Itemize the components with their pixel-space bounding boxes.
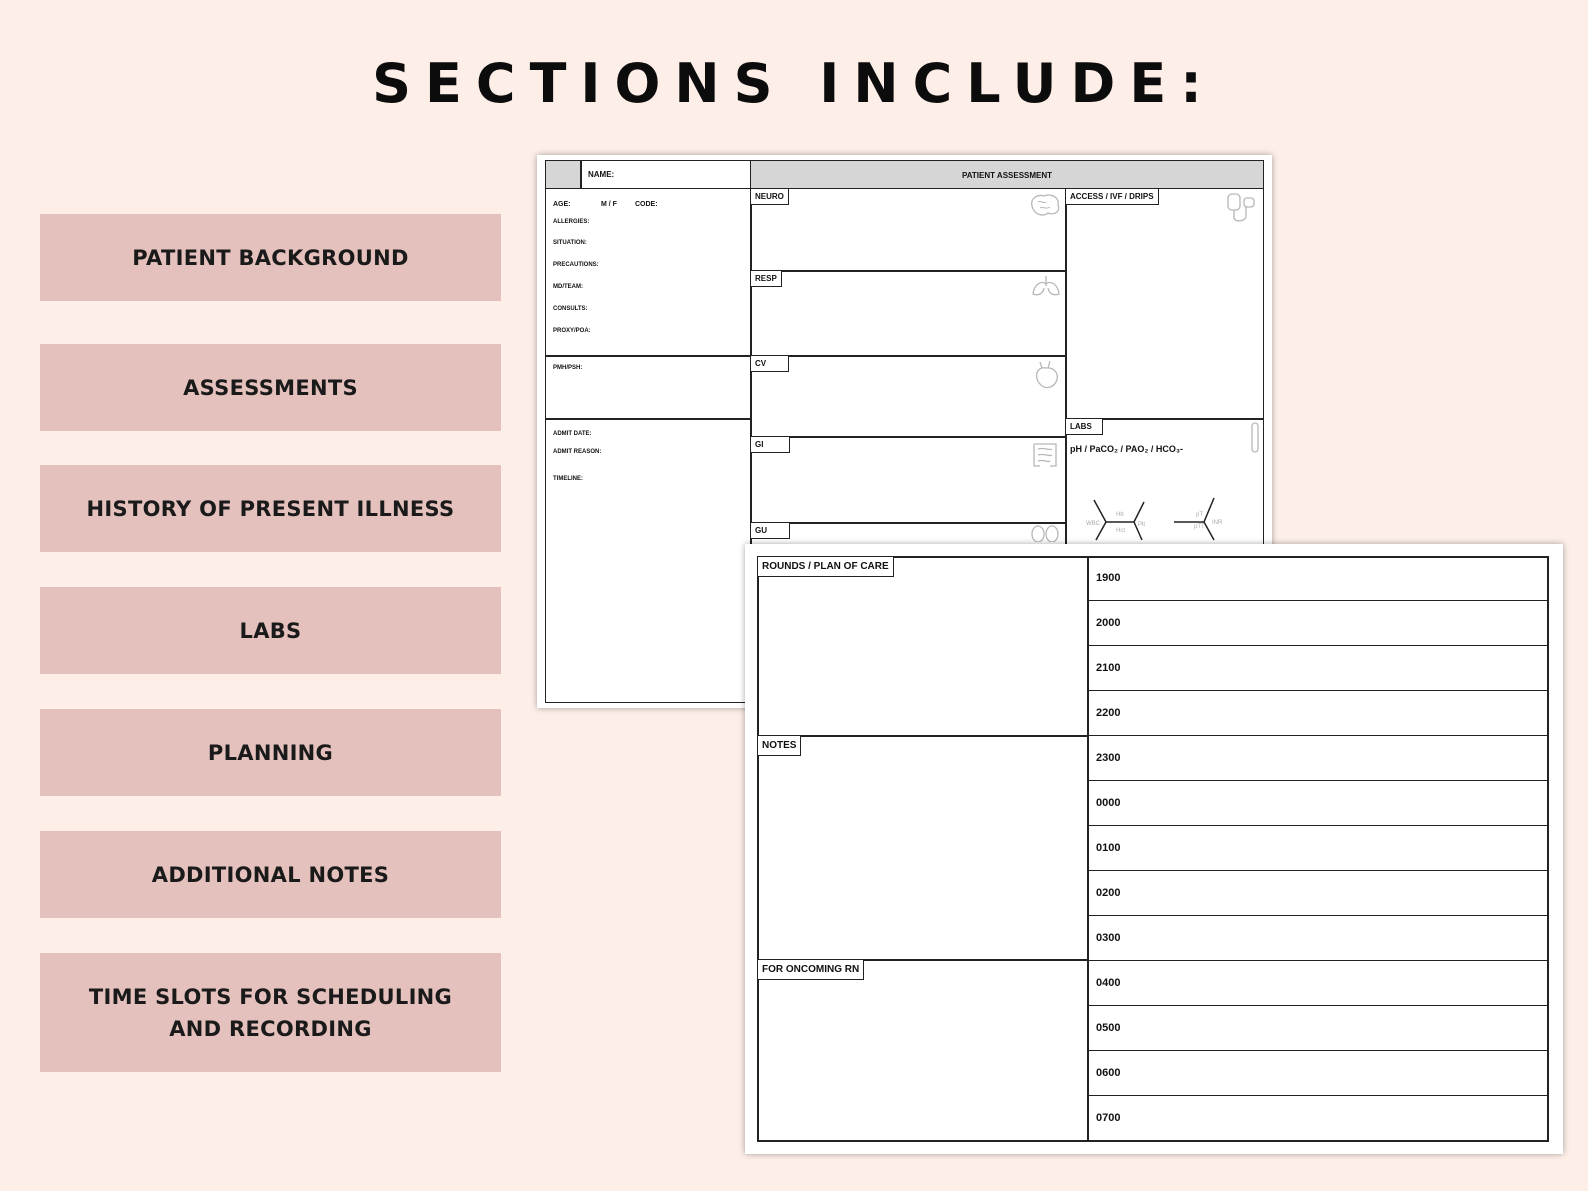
time-slot-row <box>1087 556 1549 601</box>
lungs-icon <box>1030 274 1062 298</box>
pmh-psh-label: PMH/PSH: <box>553 365 583 371</box>
section-label: LABS <box>239 618 302 643</box>
heart-icon <box>1032 358 1060 392</box>
time-label: 0200 <box>1096 887 1121 899</box>
time-slot-row <box>1087 736 1549 781</box>
section-assessments <box>40 344 501 431</box>
neuro-tag: NEURO <box>750 188 789 205</box>
time-slot-row <box>1087 826 1549 871</box>
time-label: 0400 <box>1096 977 1121 989</box>
intestines-icon <box>1030 440 1060 472</box>
divider <box>750 355 1066 357</box>
section-label: TIME SLOTS FOR SCHEDULING AND RECORDING <box>88 984 453 1041</box>
notes-tag: NOTES <box>757 735 801 756</box>
time-label: 0600 <box>1096 1067 1121 1079</box>
svg-text:Hb: Hb <box>1116 512 1124 518</box>
svg-text:pTT: pTT <box>1194 524 1205 530</box>
section-label: HISTORY OF PRESENT ILLNESS <box>86 496 455 521</box>
labs-tag: LABS <box>1065 418 1103 435</box>
abg-label: pH / PaCO₂ / PAO₂ / HCO₃- <box>1070 444 1184 454</box>
time-slot-row <box>1087 691 1549 736</box>
divider <box>750 522 1066 524</box>
section-label: PATIENT BACKGROUND <box>132 245 409 270</box>
time-slot-row <box>1087 781 1549 826</box>
rounds-plan-of-care-tag: ROUNDS / PLAN OF CARE <box>757 556 894 577</box>
svg-text:WBC: WBC <box>1086 521 1100 527</box>
svg-text:INR: INR <box>1212 520 1223 526</box>
section-patient-background <box>40 214 501 301</box>
section-planning <box>40 709 501 796</box>
age-label: AGE: <box>553 201 571 208</box>
admit-reason-label: ADMIT REASON: <box>553 449 602 455</box>
time-label: 1900 <box>1096 572 1121 584</box>
code-label: CODE: <box>635 201 658 208</box>
resp-tag: RESP <box>750 270 782 287</box>
md-team-label: MD/TEAM: <box>553 284 583 290</box>
time-label: 2100 <box>1096 662 1121 674</box>
kidney-icon <box>1030 524 1060 542</box>
timeline-label: TIMELINE: <box>553 476 583 482</box>
time-slot-row <box>1087 646 1549 691</box>
time-label: 2200 <box>1096 707 1121 719</box>
test-tube-icon <box>1250 422 1260 454</box>
proxy-poa-label: PROXY/POA: <box>553 328 591 334</box>
patient-assessment-header: PATIENT ASSESSMENT <box>750 160 1264 189</box>
divider <box>750 270 1066 272</box>
name-header-cell <box>545 160 581 189</box>
time-slot-row <box>1087 871 1549 916</box>
allergies-label: ALLERGIES: <box>553 219 590 225</box>
access-ivf-drips-tag: ACCESS / IVF / DRIPS <box>1065 188 1159 205</box>
section-label: ADDITIONAL NOTES <box>151 862 390 887</box>
section-history-of-present-illness <box>40 465 501 552</box>
time-label: 0500 <box>1096 1022 1121 1034</box>
section-labs <box>40 587 501 674</box>
precautions-label: PRECAUTIONS: <box>553 262 599 268</box>
page-title: SECTIONS INCLUDE: <box>372 52 1216 115</box>
divider <box>545 418 751 420</box>
lab-fishbone-diagram <box>1086 496 1266 546</box>
sex-label: M / F <box>601 201 617 208</box>
cv-tag: CV <box>750 355 789 372</box>
time-slot-row <box>1087 1096 1549 1141</box>
svg-text:Plt: Plt <box>1138 522 1146 528</box>
time-slot-row <box>1087 1006 1549 1051</box>
time-slot-row <box>1087 961 1549 1006</box>
iv-bag-icon <box>1224 192 1260 224</box>
divider <box>750 436 1066 438</box>
divider <box>1065 188 1067 548</box>
situation-label: SITUATION: <box>553 240 587 246</box>
section-label: ASSESSMENTS <box>183 375 358 400</box>
time-label: 2300 <box>1096 752 1121 764</box>
divider <box>545 355 751 357</box>
admit-date-label: ADMIT DATE: <box>553 431 592 437</box>
brain-icon <box>1028 192 1062 218</box>
time-label: 2000 <box>1096 617 1121 629</box>
for-oncoming-rn-tag: FOR ONCOMING RN <box>757 959 864 980</box>
section-additional-notes <box>40 831 501 918</box>
time-slot-row <box>1087 1051 1549 1096</box>
time-label: 0100 <box>1096 842 1121 854</box>
svg-text:pT: pT <box>1196 512 1204 518</box>
gi-tag: GI <box>750 436 790 453</box>
divider <box>757 735 1088 737</box>
time-label: 0000 <box>1096 797 1121 809</box>
gu-tag: GU <box>750 522 790 539</box>
time-label: 0700 <box>1096 1112 1121 1124</box>
time-slot-row <box>1087 601 1549 646</box>
section-time-slots <box>40 953 501 1072</box>
consults-label: CONSULTS: <box>553 306 588 312</box>
name-field: NAME: <box>581 160 751 189</box>
svg-text:Hct: Hct <box>1116 528 1125 534</box>
time-label: 0300 <box>1096 932 1121 944</box>
time-slot-row <box>1087 916 1549 961</box>
section-label: PLANNING <box>207 740 334 765</box>
